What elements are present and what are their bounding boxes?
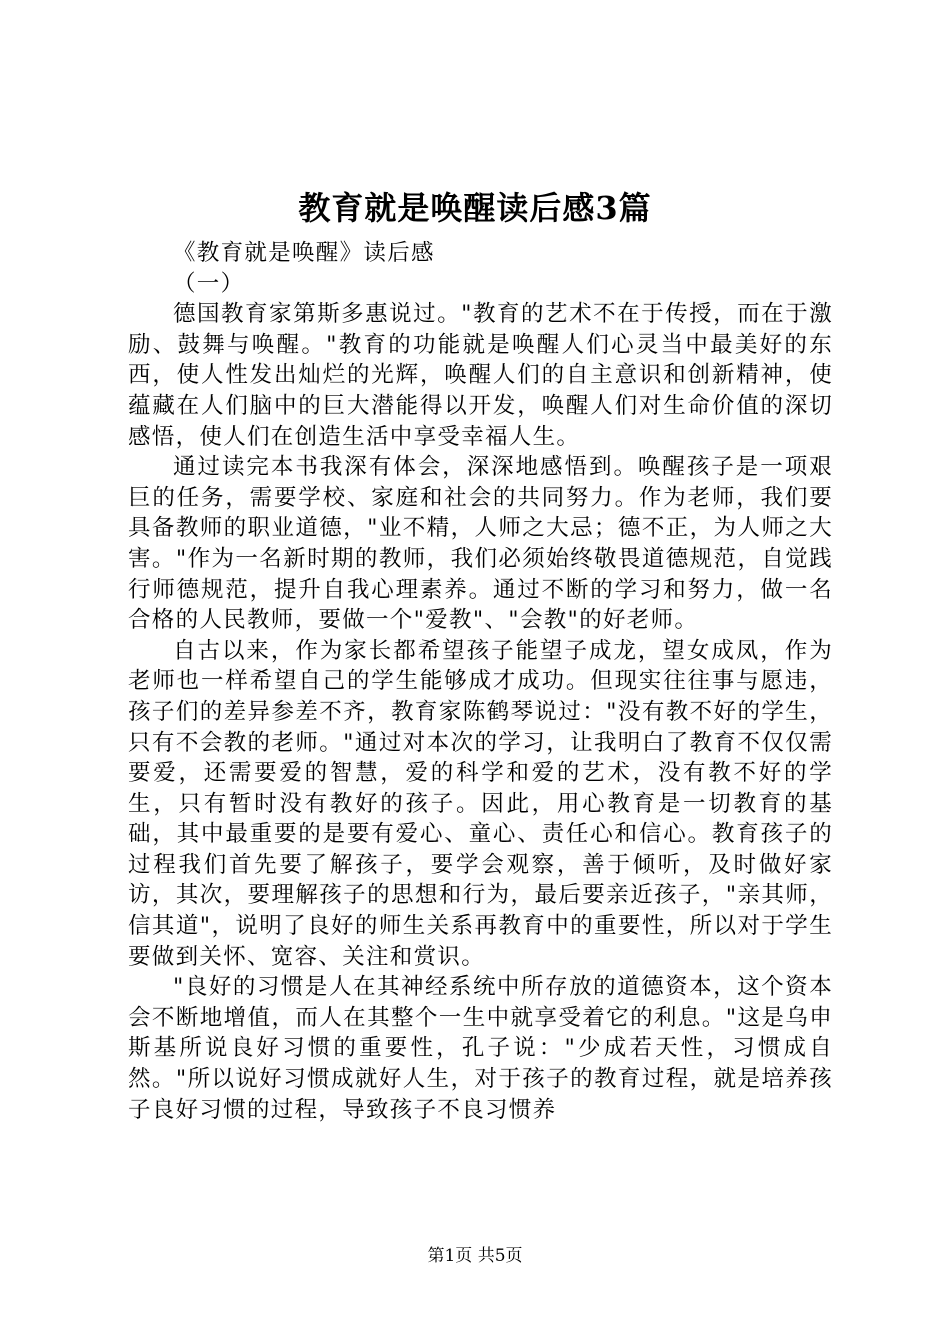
document-subtitle: 《教育就是唤醒》读后感 (173, 240, 435, 266)
section-marker: （一） (173, 270, 245, 297)
document-title: 教育就是唤醒读后感3篇 (298, 189, 652, 227)
body-paragraph: "良好的习惯是人在其神经系统中所存放的道德资本，这个资本会不断地增值，而人在其整个一生中就享受着它的利息。"这是乌申斯基所说良好习惯的重要性，孔子说："少成若天性，习惯成自然。"所以说好习惯成就好人生，对于孩子的教育过程，就是培养孩子良好习惯的过程，导致孩子不良习惯养 (128, 974, 833, 1123)
body-paragraph: 通过读完本书我深有体会，深深地感悟到。唤醒孩子是一项艰巨的任务，需要学校、家庭和社会的共同努力。作为老师，我们要具备教师的职业道德，"业不精，人师之大忌；德不正，为人师之大害。"作为一名新时期的教师，我们必须始终敬畏道德规范，自觉践行师德规范，提升自我心理素养。通过不断的学习和努力，做一名合格的人民教师，要做一个"爱教"、"会教"的好老师。 (128, 454, 833, 634)
document-body (128, 238, 833, 1125)
body-paragraph: 德国教育家第斯多惠说过。"教育的艺术不在于传授，而在于激励、鼓舞与唤醒。"教育的功能就是唤醒人们心灵当中最美好的东西，使人性发出灿烂的光辉，唤醒人们的自主意识和创新精神，使蕴藏在人们脑中的巨大潜能得以开发，唤醒人们对生命价值的深切感悟，使人们在创造生活中享受幸福人生。 (128, 301, 833, 450)
body-paragraph: 自古以来，作为家长都希望孩子能望子成龙，望女成凤，作为老师也一样希望自己的学生能够成才成功。但现实往往事与愿违，孩子们的差异参差不齐，教育家陈鹤琴说过："没有教不好的学生，只有不会教的老师。"通过对本次的学习，让我明白了教育不仅仅需要爱，还需要爱的智慧，爱的科学和爱的艺术，没有教不好的学生，只有暂时没有教好的孩子。因此，用心教育是一切教育的基础，其中最重要的是要有爱心、童心、责任心和信心。教育孩子的过程我们首先要了解孩子，要学会观察，善于倾听，及时做好家访，其次，要理解孩子的思想和行为，最后要亲近孩子，"亲其师，信其道"，说明了良好的师生关系再教育中的重要性，所以对于学生要做到关怀、宽容、关注和赏识。 (128, 637, 833, 970)
page-footer: 第1页 共5页 (427, 1246, 523, 1266)
